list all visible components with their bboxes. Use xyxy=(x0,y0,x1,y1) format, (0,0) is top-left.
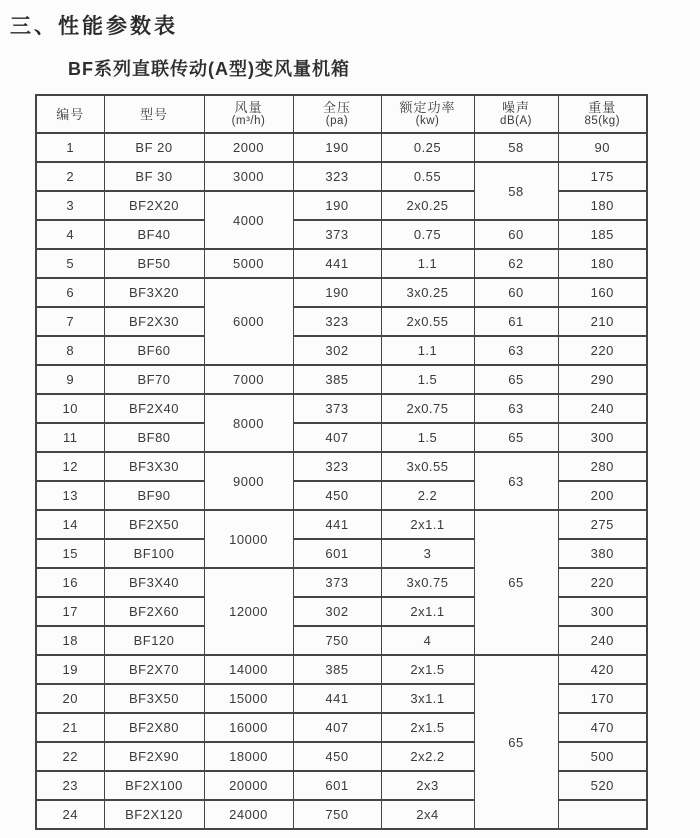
table-cell: 12000 xyxy=(204,568,293,655)
table-cell: BF2X50 xyxy=(104,510,204,539)
table-cell: 6 xyxy=(36,278,104,307)
table-cell: 7000 xyxy=(204,365,293,394)
table-row xyxy=(36,655,647,684)
header-label: 型号 xyxy=(139,106,168,122)
table-cell: 63 xyxy=(474,452,558,510)
table-cell: 601 xyxy=(293,771,381,800)
table-cell: 450 xyxy=(293,481,381,510)
table-cell: 300 xyxy=(558,423,647,452)
table-cell: 2x4 xyxy=(381,800,474,829)
table-cell: 1.5 xyxy=(381,423,474,452)
table-cell: 90 xyxy=(558,133,647,162)
table-cell: 6000 xyxy=(204,278,293,365)
header-cell xyxy=(558,95,647,133)
table-cell: 2x1.5 xyxy=(381,713,474,742)
header-label: 重量 xyxy=(588,100,617,115)
table-cell: BF40 xyxy=(104,220,204,249)
table-cell: 16 xyxy=(36,568,104,597)
table-cell: 58 xyxy=(474,133,558,162)
header-label: 风量 xyxy=(234,100,263,115)
table-cell: 17 xyxy=(36,597,104,626)
table-cell: 200 xyxy=(558,481,647,510)
table-cell: 420 xyxy=(558,655,647,684)
table-cell: 275 xyxy=(558,510,647,539)
table-cell: 4000 xyxy=(204,191,293,249)
table-cell: BF2X80 xyxy=(104,713,204,742)
table-cell: 2x1.1 xyxy=(381,597,474,626)
table-cell: 9 xyxy=(36,365,104,394)
table-cell: BF3X30 xyxy=(104,452,204,481)
table-cell: 20 xyxy=(36,684,104,713)
table-cell: 14 xyxy=(36,510,104,539)
table-cell: 9000 xyxy=(204,452,293,510)
table-cell: 373 xyxy=(293,220,381,249)
table-cell: 60 xyxy=(474,220,558,249)
header-cell xyxy=(104,95,204,133)
table-cell: 5000 xyxy=(204,249,293,278)
table-cell: 190 xyxy=(293,191,381,220)
table-cell: 2.2 xyxy=(381,481,474,510)
header-label: 全压 xyxy=(322,100,351,115)
header-unit: (kw) xyxy=(415,115,440,127)
table-cell: 11 xyxy=(36,423,104,452)
table-cell: BF2X40 xyxy=(104,394,204,423)
table-cell: 240 xyxy=(558,394,647,423)
table-cell: 2x1.5 xyxy=(381,655,474,684)
header-cell xyxy=(204,95,293,133)
table-cell: 63 xyxy=(474,336,558,365)
table-cell: 58 xyxy=(474,162,558,220)
table-cell: 280 xyxy=(558,452,647,481)
table-cell: 24000 xyxy=(204,800,293,829)
table-cell: BF70 xyxy=(104,365,204,394)
table-cell: BF100 xyxy=(104,539,204,568)
table-cell: BF3X20 xyxy=(104,278,204,307)
table-cell: 23 xyxy=(36,771,104,800)
table-cell: 2 xyxy=(36,162,104,191)
header-cell xyxy=(293,95,381,133)
table-cell: BF120 xyxy=(104,626,204,655)
table-cell: 441 xyxy=(293,510,381,539)
table-cell: BF90 xyxy=(104,481,204,510)
table-cell: 8000 xyxy=(204,394,293,452)
table-cell: 2x3 xyxy=(381,771,474,800)
table-cell: 65 xyxy=(474,655,558,829)
table-cell: 62 xyxy=(474,249,558,278)
table-row xyxy=(36,452,647,481)
table-cell: 65 xyxy=(474,510,558,655)
table-cell: 3x0.25 xyxy=(381,278,474,307)
table-cell: BF3X40 xyxy=(104,568,204,597)
table-cell: 3000 xyxy=(204,162,293,191)
table-cell: 2000 xyxy=(204,133,293,162)
header-unit: 85(kg) xyxy=(584,115,621,127)
table-cell: BF2X60 xyxy=(104,597,204,626)
table-cell: 300 xyxy=(558,597,647,626)
table-cell: BF2X120 xyxy=(104,800,204,829)
table-cell: 373 xyxy=(293,394,381,423)
table-cell: 1.5 xyxy=(381,365,474,394)
table-cell: 20000 xyxy=(204,771,293,800)
table-cell: 302 xyxy=(293,597,381,626)
table-cell: 10000 xyxy=(204,510,293,568)
table-cell: 385 xyxy=(293,365,381,394)
table-cell xyxy=(558,800,647,829)
table-cell: BF2X70 xyxy=(104,655,204,684)
table-cell: BF 20 xyxy=(104,133,204,162)
table-cell: 24 xyxy=(36,800,104,829)
table-cell: 220 xyxy=(558,568,647,597)
table-cell: 60 xyxy=(474,278,558,307)
header-label: 编号 xyxy=(56,106,85,122)
table-cell: 61 xyxy=(474,307,558,336)
table-cell: 5 xyxy=(36,249,104,278)
header-unit: (m³/h) xyxy=(231,115,266,127)
table-cell: 65 xyxy=(474,365,558,394)
table-cell: BF2X90 xyxy=(104,742,204,771)
table-cell: 18 xyxy=(36,626,104,655)
table-cell: 18000 xyxy=(204,742,293,771)
table-cell: 190 xyxy=(293,278,381,307)
table-cell: 210 xyxy=(558,307,647,336)
header-cell xyxy=(381,95,474,133)
table-cell: 15 xyxy=(36,539,104,568)
table-cell: 1 xyxy=(36,133,104,162)
table-cell: 160 xyxy=(558,278,647,307)
table-cell: 302 xyxy=(293,336,381,365)
table-cell: BF50 xyxy=(104,249,204,278)
table-cell: BF2X100 xyxy=(104,771,204,800)
table-cell: 2x0.25 xyxy=(381,191,474,220)
table-cell: 22 xyxy=(36,742,104,771)
table-cell: 323 xyxy=(293,307,381,336)
table-cell: BF60 xyxy=(104,336,204,365)
table-cell: 65 xyxy=(474,423,558,452)
table-cell: 7 xyxy=(36,307,104,336)
table-cell: 0.75 xyxy=(381,220,474,249)
spec-table xyxy=(35,94,648,830)
table-cell: 180 xyxy=(558,249,647,278)
table-cell: 3x0.75 xyxy=(381,568,474,597)
table-cell: 0.55 xyxy=(381,162,474,191)
table-cell: 12 xyxy=(36,452,104,481)
table-row xyxy=(36,423,647,452)
table-cell: 601 xyxy=(293,539,381,568)
table-cell: 180 xyxy=(558,191,647,220)
table-cell: 170 xyxy=(558,684,647,713)
table-cell: 2x0.55 xyxy=(381,307,474,336)
header-label: 额定功率 xyxy=(399,100,456,115)
table-header xyxy=(36,95,647,133)
table-cell: 21 xyxy=(36,713,104,742)
table-row xyxy=(36,278,647,307)
table-cell: 1.1 xyxy=(381,336,474,365)
table-cell: 2x1.1 xyxy=(381,510,474,539)
table-cell: 441 xyxy=(293,684,381,713)
table-cell: 750 xyxy=(293,800,381,829)
table-cell: 4 xyxy=(36,220,104,249)
table-row xyxy=(36,249,647,278)
table-cell: 10 xyxy=(36,394,104,423)
table-cell: 15000 xyxy=(204,684,293,713)
table-cell: 323 xyxy=(293,452,381,481)
table-cell: 240 xyxy=(558,626,647,655)
table-cell: 175 xyxy=(558,162,647,191)
table-cell: 750 xyxy=(293,626,381,655)
table-row xyxy=(36,133,647,162)
table-cell: 380 xyxy=(558,539,647,568)
table-cell: 3x1.1 xyxy=(381,684,474,713)
header-label: 噪声 xyxy=(501,100,530,115)
table-cell: 373 xyxy=(293,568,381,597)
table-cell: 3 xyxy=(381,539,474,568)
header-row xyxy=(36,95,647,133)
table-cell: 441 xyxy=(293,249,381,278)
table-cell: 13 xyxy=(36,481,104,510)
table-cell: BF3X50 xyxy=(104,684,204,713)
table-cell: 19 xyxy=(36,655,104,684)
table-cell: BF80 xyxy=(104,423,204,452)
table-cell: 385 xyxy=(293,655,381,684)
table-row xyxy=(36,365,647,394)
table-cell: 450 xyxy=(293,742,381,771)
table-cell: 290 xyxy=(558,365,647,394)
table-cell: BF 30 xyxy=(104,162,204,191)
table-cell: 323 xyxy=(293,162,381,191)
table-row xyxy=(36,220,647,249)
header-unit: dB(A) xyxy=(500,115,532,127)
table-cell: 8 xyxy=(36,336,104,365)
table-cell: 0.25 xyxy=(381,133,474,162)
table-cell: 500 xyxy=(558,742,647,771)
table-row xyxy=(36,336,647,365)
table-cell: 14000 xyxy=(204,655,293,684)
table-cell: 4 xyxy=(381,626,474,655)
table-cell: 185 xyxy=(558,220,647,249)
header-cell xyxy=(36,95,104,133)
page-title: 三、性能参数表 xyxy=(10,15,178,38)
table-cell: 520 xyxy=(558,771,647,800)
table-cell: 63 xyxy=(474,394,558,423)
table-cell: 190 xyxy=(293,133,381,162)
table-cell: 220 xyxy=(558,336,647,365)
table-title: BF系列直联传动(A型)变风量机箱 xyxy=(68,59,350,79)
table-cell: 3 xyxy=(36,191,104,220)
table-cell: 1.1 xyxy=(381,249,474,278)
table-cell: 407 xyxy=(293,713,381,742)
table-row xyxy=(36,162,647,191)
header-unit: (pa) xyxy=(325,115,349,127)
table-row xyxy=(36,510,647,539)
table-cell: 2x2.2 xyxy=(381,742,474,771)
header-cell xyxy=(474,95,558,133)
table-row xyxy=(36,307,647,336)
table-row xyxy=(36,394,647,423)
table-cell: 470 xyxy=(558,713,647,742)
table-cell: 407 xyxy=(293,423,381,452)
table-cell: 3x0.55 xyxy=(381,452,474,481)
table-cell: BF2X30 xyxy=(104,307,204,336)
table-cell: BF2X20 xyxy=(104,191,204,220)
table-cell: 2x0.75 xyxy=(381,394,474,423)
table-cell: 16000 xyxy=(204,713,293,742)
table-body xyxy=(36,133,647,829)
